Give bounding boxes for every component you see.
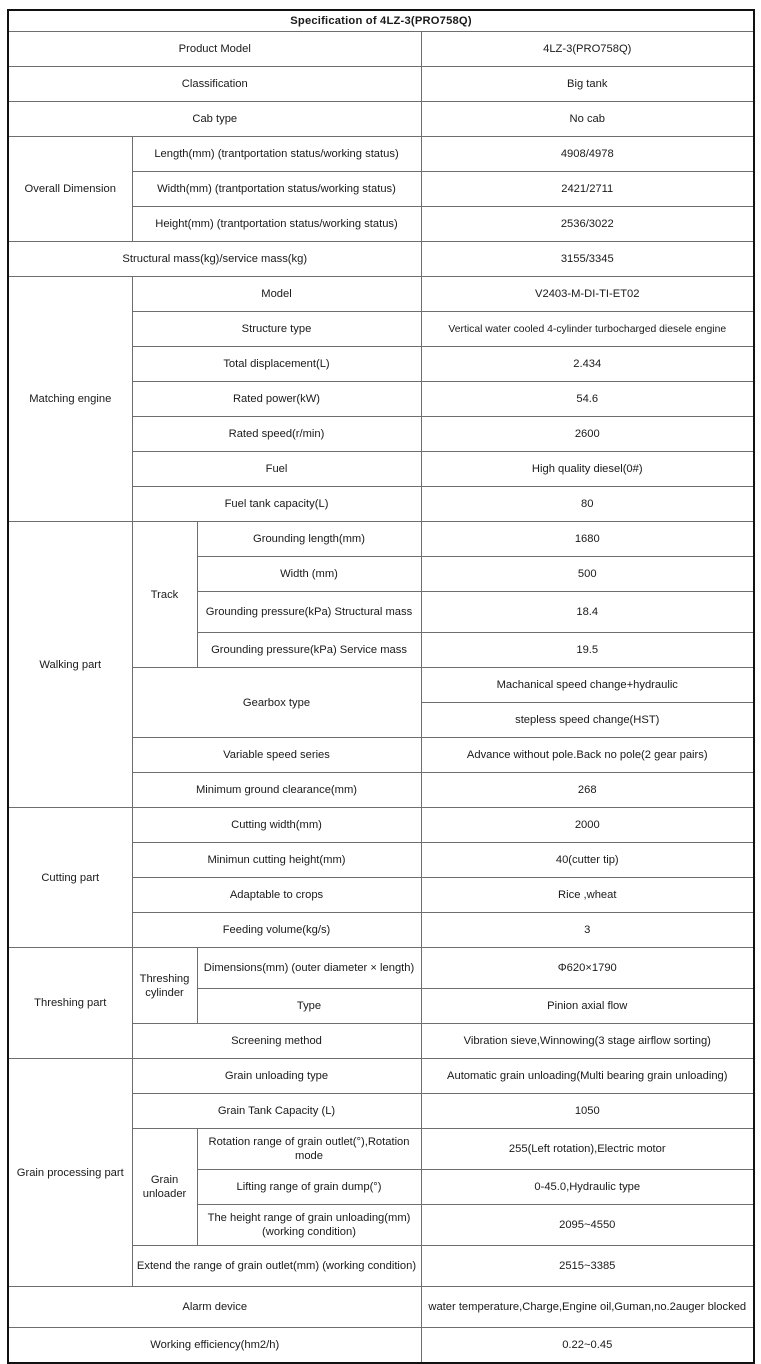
row-label-product-model: Product Model bbox=[8, 32, 421, 67]
row-label-gearbox-type: Gearbox type bbox=[132, 668, 421, 738]
row-value-track-pressure-structural: 18.4 bbox=[421, 592, 754, 633]
row-value-product-model: 4LZ-3(PRO758Q) bbox=[421, 32, 754, 67]
row-label-feeding-volume: Feeding volume(kg/s) bbox=[132, 913, 421, 948]
row-value-engine-displacement: 2.434 bbox=[421, 347, 754, 382]
row-label-adaptable-crops: Adaptable to crops bbox=[132, 878, 421, 913]
row-value-screening-method: Vibration sieve,Winnowing(3 stage airflow sorting) bbox=[421, 1024, 754, 1059]
row-value-extend-range: 2515~3385 bbox=[421, 1246, 754, 1287]
row-label-alarm-device: Alarm device bbox=[8, 1287, 421, 1328]
table-row bbox=[8, 242, 754, 277]
row-label-cylinder-dimensions: Dimensions(mm) (outer diameter × length) bbox=[197, 948, 421, 989]
row-value-variable-speed-series: Advance without pole.Back no pole(2 gear pairs) bbox=[421, 738, 754, 773]
row-value-cab-type: No cab bbox=[421, 102, 754, 137]
row-label-mass: Structural mass(kg)/service mass(kg) bbox=[8, 242, 421, 277]
row-label-working-efficiency: Working efficiency(hm2/h) bbox=[8, 1328, 421, 1364]
row-label-cylinder-type: Type bbox=[197, 989, 421, 1024]
row-value-adaptable-crops: Rice ,wheat bbox=[421, 878, 754, 913]
row-value-track-width: 500 bbox=[421, 557, 754, 592]
row-label-variable-speed-series: Variable speed series bbox=[132, 738, 421, 773]
group-label-grain-processing-part: Grain processing part bbox=[8, 1059, 132, 1287]
subgroup-label-grain-unloader: Grain unloader bbox=[132, 1129, 197, 1246]
table-row bbox=[8, 277, 754, 312]
row-value-cylinder-type: Pinion axial flow bbox=[421, 989, 754, 1024]
row-value-working-efficiency: 0.22~0.45 bbox=[421, 1328, 754, 1364]
row-value-alarm-device: water temperature,Charge,Engine oil,Guman,no.2auger blocked bbox=[421, 1287, 754, 1328]
table-row bbox=[8, 137, 754, 172]
row-value-length: 4908/4978 bbox=[421, 137, 754, 172]
row-value-height-overall: 2536/3022 bbox=[421, 207, 754, 242]
row-value-engine-model: V2403-M-DI-TI-ET02 bbox=[421, 277, 754, 312]
row-value-grain-tank-capacity: 1050 bbox=[421, 1094, 754, 1129]
row-value-lifting-range: 0-45.0,Hydraulic type bbox=[421, 1170, 754, 1205]
row-value-rotation-range: 255(Left rotation),Electric motor bbox=[421, 1129, 754, 1170]
row-label-length: Length(mm) (trantportation status/working status) bbox=[132, 137, 421, 172]
row-value-gearbox-type-line1: Machanical speed change+hydraulic bbox=[421, 668, 754, 703]
row-label-cab-type: Cab type bbox=[8, 102, 421, 137]
row-label-min-ground-clearance: Minimum ground clearance(mm) bbox=[132, 773, 421, 808]
group-label-walking-part: Walking part bbox=[8, 522, 132, 808]
row-value-mass: 3155/3345 bbox=[421, 242, 754, 277]
table-row bbox=[8, 948, 754, 989]
row-label-lifting-range: Lifting range of grain dump(°) bbox=[197, 1170, 421, 1205]
table-row bbox=[8, 522, 754, 557]
row-value-feeding-volume: 3 bbox=[421, 913, 754, 948]
row-value-cylinder-dimensions: Φ620×1790 bbox=[421, 948, 754, 989]
row-value-engine-rated-speed: 2600 bbox=[421, 417, 754, 452]
row-label-rotation-range: Rotation range of grain outlet(°),Rotation mode bbox=[197, 1129, 421, 1170]
table-row bbox=[8, 10, 754, 32]
row-value-min-ground-clearance: 268 bbox=[421, 773, 754, 808]
table-row bbox=[8, 102, 754, 137]
row-label-track-width: Width (mm) bbox=[197, 557, 421, 592]
subgroup-label-track: Track bbox=[132, 522, 197, 668]
table-title: Specification of 4LZ-3(PRO758Q) bbox=[8, 10, 754, 32]
row-value-engine-fuel: High quality diesel(0#) bbox=[421, 452, 754, 487]
group-label-cutting-part: Cutting part bbox=[8, 808, 132, 948]
row-label-classification: Classification bbox=[8, 67, 421, 102]
subgroup-label-threshing-cylinder: Threshing cylinder bbox=[132, 948, 197, 1024]
row-label-track-pressure-service: Grounding pressure(kPa) Service mass bbox=[197, 633, 421, 668]
row-label-min-cutting-height: Minimun cutting height(mm) bbox=[132, 843, 421, 878]
table-row bbox=[8, 1287, 754, 1328]
row-value-track-pressure-service: 19.5 bbox=[421, 633, 754, 668]
row-label-engine-model: Model bbox=[132, 277, 421, 312]
row-label-engine-rated-power: Rated power(kW) bbox=[132, 382, 421, 417]
row-label-engine-structure-type: Structure type bbox=[132, 312, 421, 347]
row-value-width-overall: 2421/2711 bbox=[421, 172, 754, 207]
row-label-engine-rated-speed: Rated speed(r/min) bbox=[132, 417, 421, 452]
row-label-cutting-width: Cutting width(mm) bbox=[132, 808, 421, 843]
specification-table bbox=[7, 9, 755, 1364]
row-label-grain-unloading-type: Grain unloading type bbox=[132, 1059, 421, 1094]
row-label-extend-range: Extend the range of grain outlet(mm) (working condition) bbox=[132, 1246, 421, 1287]
row-label-screening-method: Screening method bbox=[132, 1024, 421, 1059]
row-label-grain-tank-capacity: Grain Tank Capacity (L) bbox=[132, 1094, 421, 1129]
row-value-grain-unloading-type: Automatic grain unloading(Multi bearing grain unloading) bbox=[421, 1059, 754, 1094]
group-label-overall-dimension: Overall Dimension bbox=[8, 137, 132, 242]
row-label-engine-fuel: Fuel bbox=[132, 452, 421, 487]
row-label-engine-fuel-tank: Fuel tank capacity(L) bbox=[132, 487, 421, 522]
group-label-matching-engine: Matching engine bbox=[8, 277, 132, 522]
row-value-gearbox-type-line2: stepless speed change(HST) bbox=[421, 703, 754, 738]
row-value-track-grounding-length: 1680 bbox=[421, 522, 754, 557]
group-label-threshing-part: Threshing part bbox=[8, 948, 132, 1059]
row-label-width-overall: Width(mm) (trantportation status/working status) bbox=[132, 172, 421, 207]
table-row bbox=[8, 32, 754, 67]
row-label-height-range: The height range of grain unloading(mm) (working condition) bbox=[197, 1205, 421, 1246]
table-row bbox=[8, 1328, 754, 1364]
table-row bbox=[8, 67, 754, 102]
row-value-engine-rated-power: 54.6 bbox=[421, 382, 754, 417]
row-label-engine-displacement: Total displacement(L) bbox=[132, 347, 421, 382]
row-label-track-grounding-length: Grounding length(mm) bbox=[197, 522, 421, 557]
table-row bbox=[8, 1059, 754, 1094]
row-value-min-cutting-height: 40(cutter tip) bbox=[421, 843, 754, 878]
row-value-cutting-width: 2000 bbox=[421, 808, 754, 843]
row-label-track-pressure-structural: Grounding pressure(kPa) Structural mass bbox=[197, 592, 421, 633]
table-row bbox=[8, 808, 754, 843]
row-value-engine-fuel-tank: 80 bbox=[421, 487, 754, 522]
row-label-height-overall: Height(mm) (trantportation status/working status) bbox=[132, 207, 421, 242]
row-value-classification: Big tank bbox=[421, 67, 754, 102]
row-value-engine-structure-type: Vertical water cooled 4-cylinder turbocharged diesele engine bbox=[421, 312, 754, 347]
row-value-height-range: 2095~4550 bbox=[421, 1205, 754, 1246]
